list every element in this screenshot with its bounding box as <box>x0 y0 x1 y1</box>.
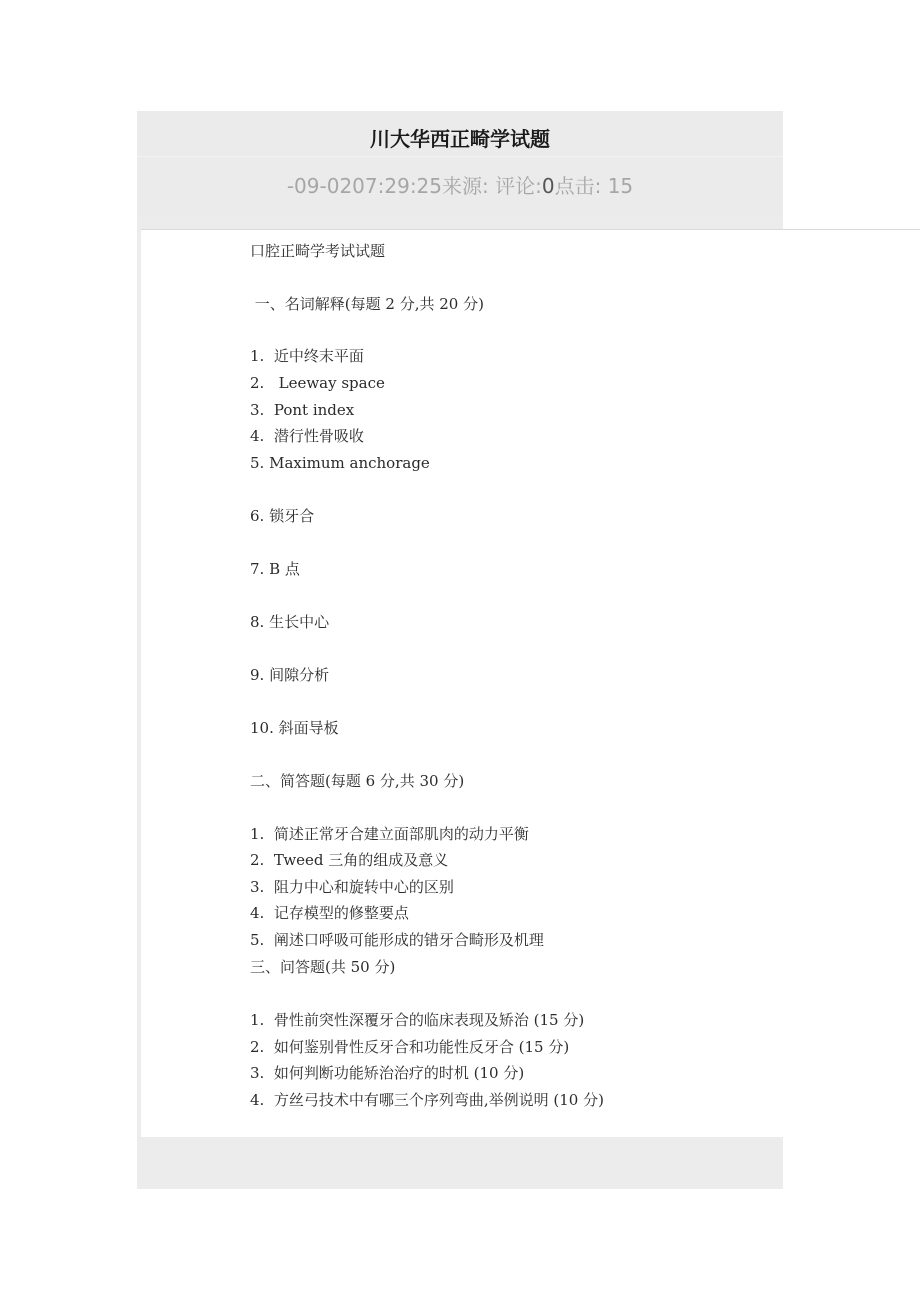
section-1-item: 4. 潜行性骨吸收 <box>250 427 364 445</box>
comment-label: 评论: <box>495 174 542 198</box>
article-meta <box>137 171 783 201</box>
click-label: 点击: <box>554 174 602 198</box>
section-3-item: 2. 如何鉴别骨性反牙合和功能性反牙合 (15 分) <box>250 1038 570 1056</box>
section-2-title: 二、简答题(每题 6 分,共 30 分) <box>250 772 465 790</box>
section-3-item: 1. 骨性前突性深覆牙合的临床表现及矫治 (15 分) <box>250 1011 585 1029</box>
section-1-item: 9. 间隙分析 <box>250 666 330 684</box>
section-1-item: 10. 斜面导板 <box>250 719 339 737</box>
section-1-item: 5. Maximum anchorage <box>250 454 430 472</box>
section-2-item: 4. 记存模型的修整要点 <box>250 904 409 922</box>
section-1-item: 1. 近中终末平面 <box>250 347 364 365</box>
section-2-item: 1. 简述正常牙合建立面部肌肉的动力平衡 <box>250 825 529 843</box>
section-3-item: 4. 方丝弓技术中有哪三个序列弯曲,举例说明 (10 分) <box>250 1091 604 1109</box>
section-3-title: 三、问答题(共 50 分) <box>250 958 396 976</box>
section-2-item: 5. 阐述口呼吸可能形成的错牙合畸形及机理 <box>250 931 544 949</box>
click-count: 15 <box>607 174 634 198</box>
source-label: 来源: <box>442 174 489 198</box>
header-divider <box>137 156 783 157</box>
section-1-item: 8. 生长中心 <box>250 613 330 631</box>
comment-count: 0 <box>541 174 555 198</box>
section-3-item: 3. 如何判断功能矫治治疗的时机 (10 分) <box>250 1064 525 1082</box>
section-1-item: 3. Pont index <box>250 401 355 419</box>
section-1-item: 6. 锁牙合 <box>250 507 315 525</box>
publish-date: -09-0207:29:25 <box>286 174 442 198</box>
document-heading: 口腔正畸学考试试题 <box>250 242 386 260</box>
section-1-item: 7. B 点 <box>250 560 300 578</box>
section-2-item: 3. 阻力中心和旋转中心的区别 <box>250 878 454 896</box>
article-title: 川大华西正畸学试题 <box>370 127 550 151</box>
section-1-item: 2. Leeway space <box>250 374 385 392</box>
section-1-title: 一、名词解释(每题 2 分,共 20 分) <box>250 295 484 313</box>
section-2-item: 2. Tweed 三角的组成及意义 <box>250 851 449 869</box>
